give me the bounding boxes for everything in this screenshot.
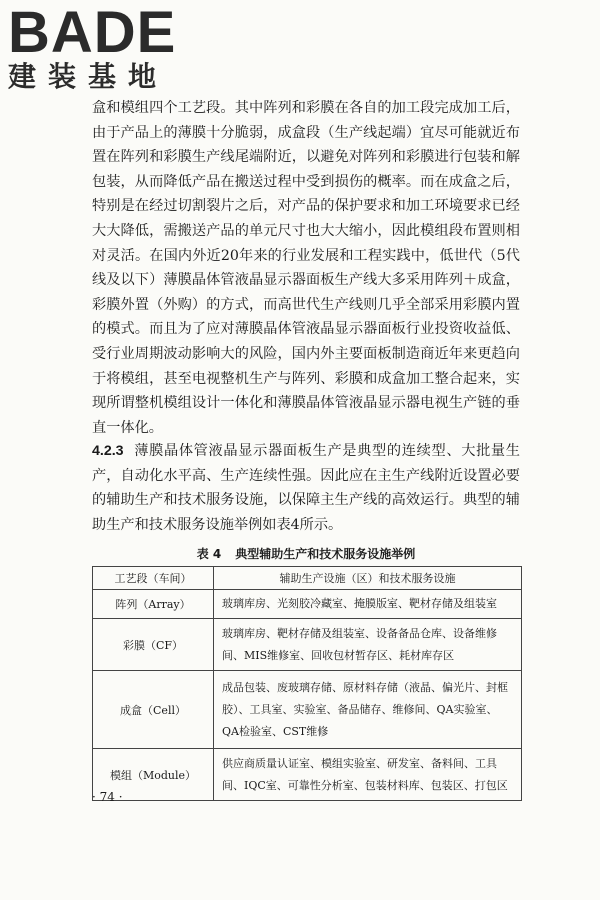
section-number: 4.2.3 <box>92 443 124 459</box>
header-facilities: 辅助生产设施（区）和技术服务设施 <box>214 567 522 590</box>
logo-wordmark: BADE <box>8 0 177 65</box>
stage-cell: 成盒（Cell） <box>93 671 214 749</box>
table-caption <box>92 545 520 562</box>
table-header-row <box>93 567 522 590</box>
facilities-cell: 供应商质量认证室、模组实验室、研发室、备料间、工具间、IQC室、可靠性分析室、包装材料库、包装区、打包区 <box>214 749 522 801</box>
stage-cell: 阵列（Array） <box>93 590 214 619</box>
table-caption-label: 表 4 <box>196 547 222 561</box>
facilities-cell: 成品包装、废玻璃存储、原材料存储（液晶、偏光片、封框胶）、工具室、实验室、备品储存、维修间、QA实验室、QA检验室、CST维修 <box>214 671 522 749</box>
logo-subtitle: 建装基地 <box>8 60 169 93</box>
stage-cell: 彩膜（CF） <box>93 619 214 671</box>
section-text: 薄膜晶体管液晶显示器面板生产是典型的连续型、大批量生产，自动化水平高、生产连续性强。因此应在主生产线附近设置必要的辅助生产和技术服务设施，以保障主生产线的高效运行。典型的辅助生产和技术服务设施举例如表4所示。 <box>92 443 520 533</box>
facilities-cell: 玻璃库房、光刻胶冷藏室、掩膜版室、靶材存储及组装室 <box>214 590 522 619</box>
body-paragraph-1: 盒和模组四个工艺段。其中阵列和彩膜在各自的加工段完成加工后，由于产品上的薄膜十分脆弱，成盒段（生产线起端）宜尽可能就近布置在阵列和彩膜生产线尾端附近，以避免对阵列和彩膜进行包装和解包装，从而降低产品在搬送过程中受到损伤的概率。而在成盒之后，特别是在经过切割裂片之后，对产品的保护要求和加工环境要求已经大大降低，需搬送产品的单元尺寸也大大缩小，因此模组段布置则相对灵活。在国内外近20年来的行业发展和工程实践中，低世代（5代线及以下）薄膜晶体管液晶显示器面板生产线大多采用阵列＋成盒，彩膜外置（外购）的方式，而高世代生产线则几乎全部采用彩膜内置的模式。而且为了应对薄膜晶体管液晶显示器面板行业投资收益低、受行业周期波动影响大的风险，国内外主要面板制造商近年来更趋向于将模组，甚至电视整机生产与阵列、彩膜和成盒加工整合起来，实现所谓整机模组设计一体化和薄膜晶体管液晶显示器电视生产链的垂直一体化。 <box>92 100 520 436</box>
page-number: · 74 · <box>92 790 123 804</box>
table-row <box>93 671 522 749</box>
table-row <box>93 749 522 801</box>
table-caption-title: 典型辅助生产和技术服务设施举例 <box>235 547 416 561</box>
facilities-table <box>92 566 522 801</box>
table-row <box>93 590 522 619</box>
section-4-2-3 <box>92 439 520 537</box>
facilities-cell: 玻璃库房、靶材存储及组装室、设备备品仓库、设备维修间、MIS维修室、回收包材暂存区、耗材库存区 <box>214 619 522 671</box>
table-row <box>93 619 522 671</box>
stage-cell: 模组（Module） <box>93 749 214 801</box>
bade-logo <box>8 0 177 93</box>
header-stage: 工艺段（车间） <box>93 567 214 590</box>
